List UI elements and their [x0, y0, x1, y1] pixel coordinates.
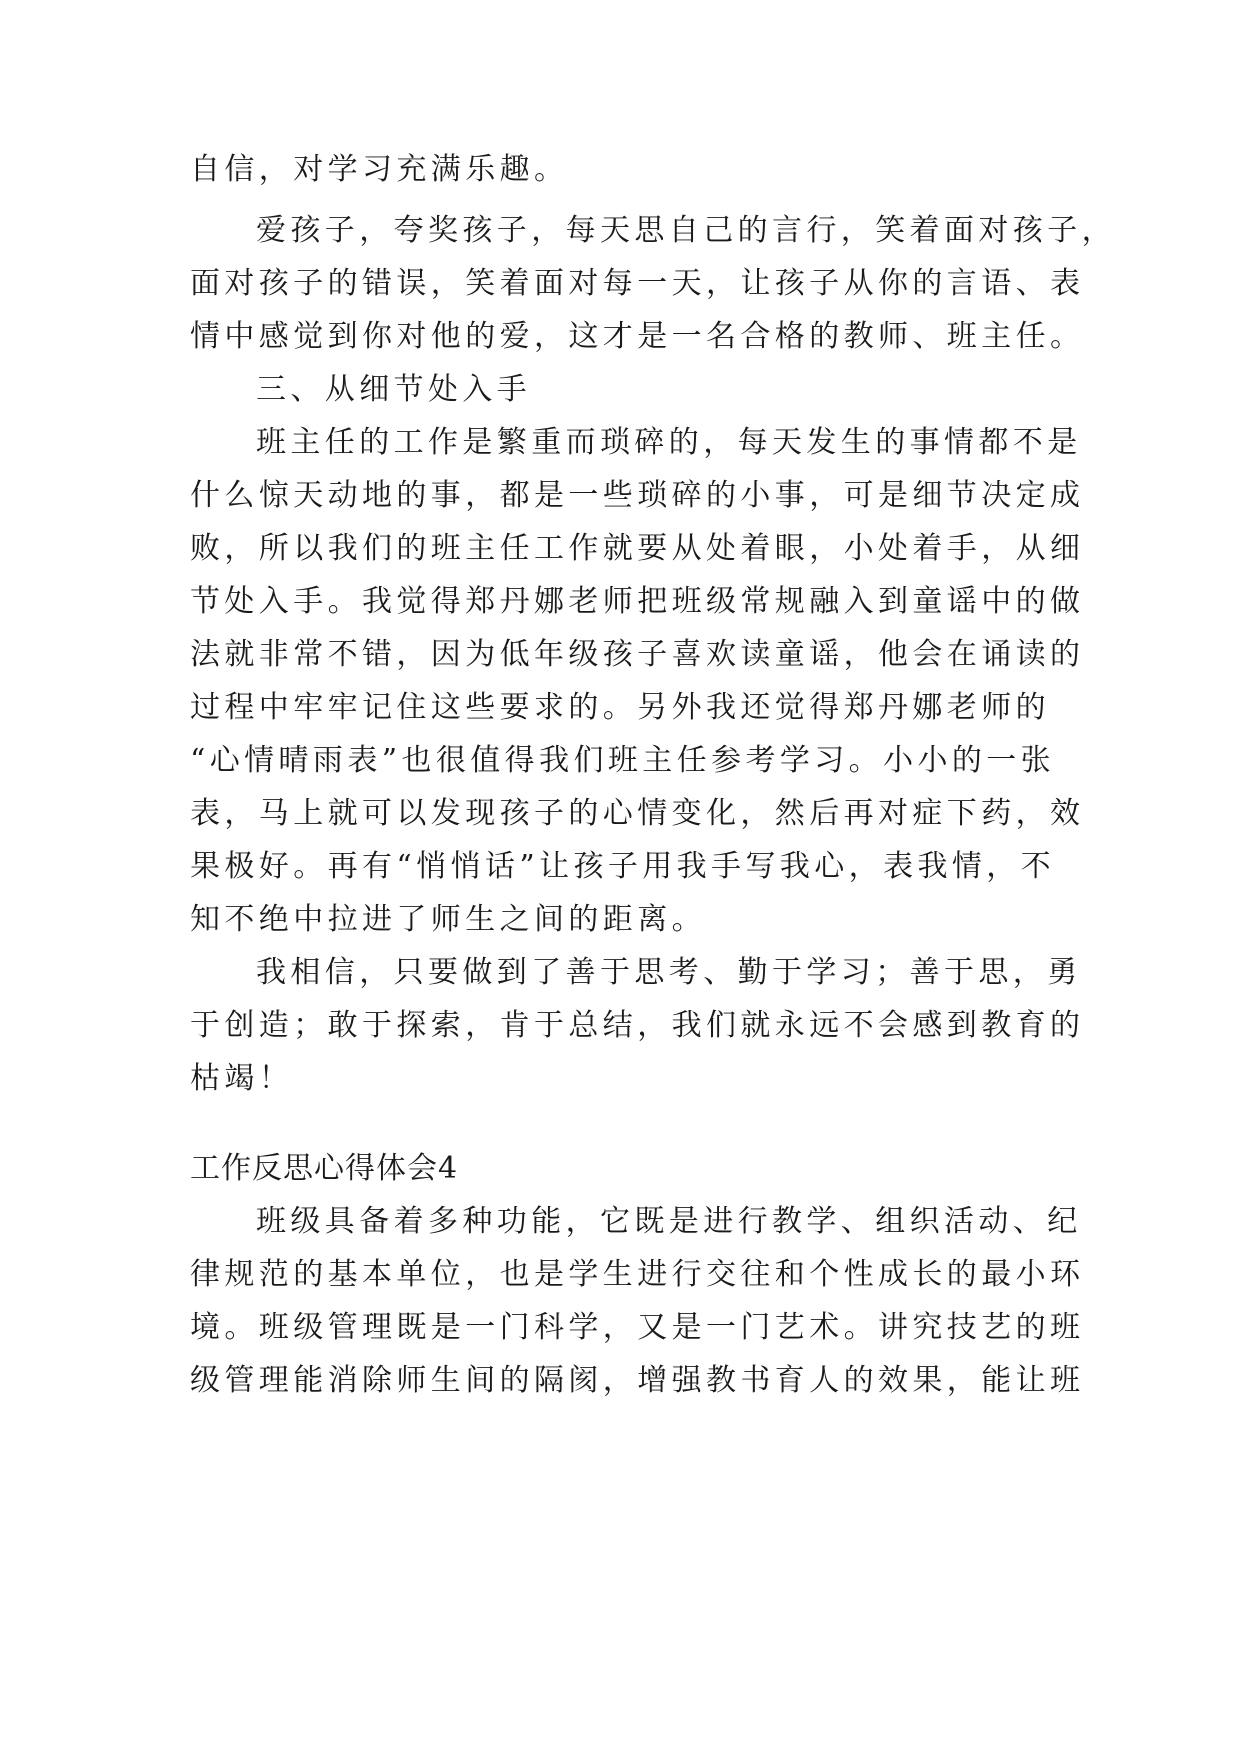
paragraph-line: 什么惊天动地的事，都是一些琐碎的小事，可是细节决定成: [190, 478, 1085, 513]
paragraph-line: 律规范的基本单位，也是学生进行交往和个性成长的最小环: [190, 1257, 1085, 1292]
paragraph-line: 知不绝中拉进了师生之间的距离。: [190, 902, 706, 937]
paragraph-line: 节处入手。我觉得郑丹娜老师把班级常规融入到童谣中的做: [190, 584, 1085, 619]
paragraph-line: 败，所以我们的班主任工作就要从处着眼，小处着手，从细: [190, 531, 1085, 566]
paragraph-line: 法就非常不错，因为低年级孩子喜欢读童谣，他会在诵读的: [190, 637, 1085, 672]
section-heading: 三、从细节处入手: [256, 372, 532, 407]
paragraph-line: 我相信，只要做到了善于思考、勤于学习；善于思，勇: [256, 955, 1082, 990]
paragraph-line: 爱孩子，夸奖孩子，每天思自己的言行，笑着面对孩子，: [256, 213, 1116, 248]
paragraph-line: 表，马上就可以发现孩子的心情变化，然后再对症下药，效: [190, 796, 1085, 831]
paragraph-line: 班主任的工作是繁重而琐碎的，每天发生的事情都不是: [256, 425, 1082, 460]
paragraph-line: 过程中牢牢记住这些要求的。另外我还觉得郑丹娜老师的: [190, 690, 1050, 725]
paragraph-line: 级管理能消除师生间的隔阂，增强教书育人的效果，能让班: [190, 1363, 1085, 1398]
paragraph-line: 境。班级管理既是一门科学，又是一门艺术。讲究技艺的班: [190, 1310, 1085, 1345]
paragraph-line: 自信，对学习充满乐趣。: [190, 152, 569, 187]
section-title: 工作反思心得体会4: [190, 1151, 459, 1186]
paragraph-line: 果极好。再有“悄悄话”让孩子用我手写我心，表我情，不: [190, 849, 1056, 884]
paragraph-line: 于创造；敢于探索，肯于总结，我们就永远不会感到教育的: [190, 1008, 1085, 1043]
paragraph-line: “心情晴雨表”也很值得我们班主任参考学习。小小的一张: [190, 743, 1056, 778]
paragraph-line: 面对孩子的错误，笑着面对每一天，让孩子从你的言语、表: [190, 266, 1085, 301]
paragraph-line: 情中感觉到你对他的爱，这才是一名合格的教师、班主任。: [190, 319, 1085, 354]
paragraph-line: 枯竭！: [190, 1061, 294, 1096]
paragraph-line: 班级具备着多种功能，它既是进行教学、组织活动、纪: [256, 1204, 1082, 1239]
